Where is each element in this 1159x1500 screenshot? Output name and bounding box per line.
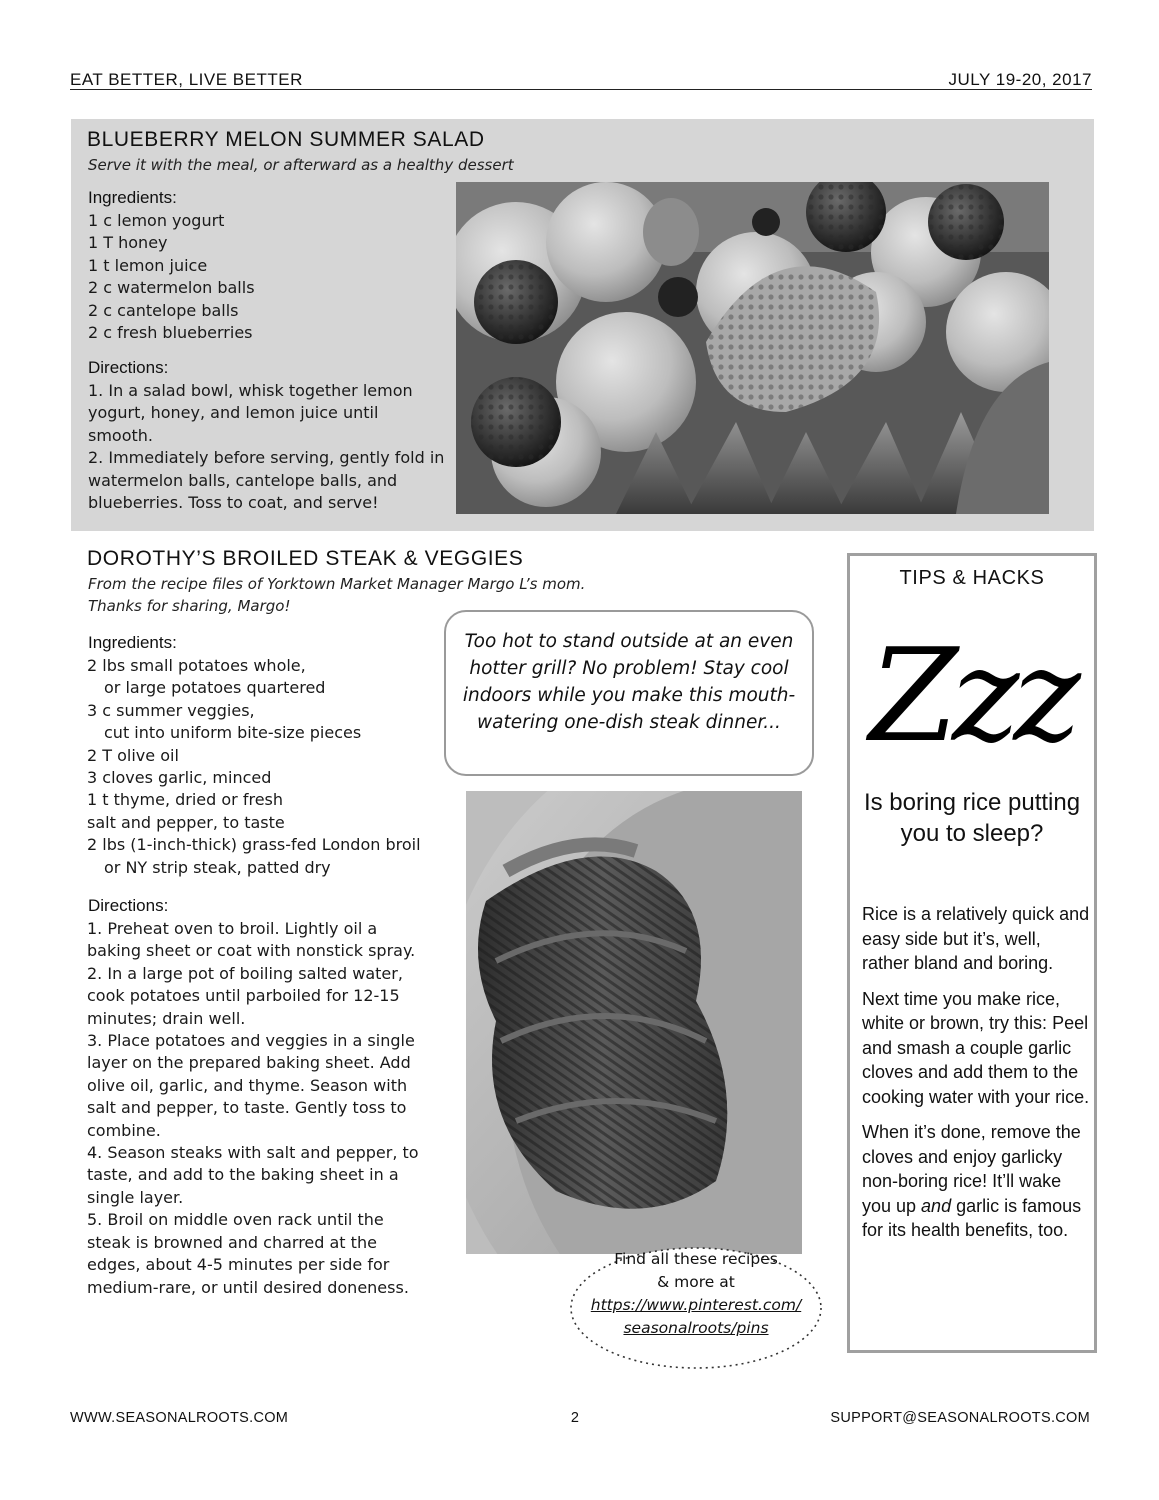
list-item: 1. In a salad bowl, whisk together lemon yogurt, honey, and lemon juice until smooth.	[88, 381, 413, 445]
list-item: 2 lbs small potatoes whole,	[87, 656, 306, 675]
header-left: EAT BETTER, LIVE BETTER	[70, 70, 303, 89]
steak-directions	[87, 918, 422, 1299]
list-item: 3. Place potatoes and veggies in a single layer on the prepared baking sheet. Add olive oil, garlic, and thyme. Season with salt and pepper, to taste. Gently toss to combine.	[87, 1031, 415, 1140]
page-number: 2	[570, 1410, 580, 1426]
list-item: 4. Season steaks with salt and pepper, to taste, and add to the baking sheet in a single layer.	[87, 1143, 419, 1207]
tips-title: TIPS & HACKS	[899, 567, 1045, 589]
salad-title: BLUEBERRY MELON SUMMER SALAD	[87, 128, 485, 151]
salad-directions-label: Directions:	[88, 358, 169, 377]
header-rule	[70, 89, 1092, 90]
list-item: or large potatoes quartered	[104, 678, 326, 698]
zzz-graphic	[849, 622, 1095, 752]
salad-directions	[88, 380, 448, 514]
list-item: 2 c fresh blueberries	[88, 323, 253, 343]
callout-text: Too hot to stand outside at an even hotter grill? No problem! Stay cool indoors while you make this mouth-watering one-dish steak dinner...	[462, 631, 796, 733]
salad-ingredients-label: Ingredients:	[88, 188, 177, 207]
list-item: 2. Immediately before serving, gently fold in watermelon balls, cantelope balls, and blueberries. Toss to coat, and serve!	[88, 448, 445, 513]
list-item: 2 c watermelon balls	[88, 278, 255, 298]
salad-photo	[456, 182, 1049, 514]
salad-ingredients-list	[88, 210, 448, 344]
header-date: JULY 19-20, 2017	[948, 70, 1092, 89]
steak-title: DOROTHY’S BROILED STEAK & VEGGIES	[87, 547, 524, 570]
list-item: 1 T honey	[88, 233, 168, 253]
pinterest-link[interactable]: https://www.pinterest.com/	[590, 1296, 802, 1314]
tips-headline: Is boring rice putting you to sleep?	[863, 789, 1081, 847]
callout-bubble	[444, 610, 814, 776]
tips-paragraph	[862, 1120, 1090, 1243]
list-item: 2. In a large pot of boiling salted water, cook potatoes until parboiled for 12-15 minutes; drain well.	[87, 963, 403, 1028]
steak-directions-label: Directions:	[88, 896, 169, 915]
salad-subtitle: Serve it with the meal, or afterward as a healthy dessert	[88, 156, 514, 174]
pinterest-callout	[578, 1248, 814, 1340]
list-item: 1 c lemon yogurt	[88, 211, 225, 230]
list-item: salt and pepper, to taste	[87, 812, 285, 832]
footer-website[interactable]: WWW.SEASONALROOTS.COM	[70, 1410, 289, 1426]
tips-p3-emphasis: and	[921, 1195, 952, 1216]
steak-subtitle-2: Thanks for sharing, Margo!	[88, 597, 291, 615]
pinterest-link-cont[interactable]: seasonalroots/pins	[623, 1319, 769, 1337]
footer-email[interactable]: SUPPORT@SEASONALROOTS.COM	[830, 1410, 1090, 1426]
tips-body	[862, 902, 1090, 1243]
list-item: or NY strip steak, patted dry	[104, 857, 331, 877]
list-item: 1 t thyme, dried or fresh	[87, 790, 284, 810]
list-item: 5. Broil on middle oven rack until the steak is browned and charred at the edges, about 4-5 minutes per side for medium-rare, or until desired doneness.	[87, 1210, 409, 1297]
tips-p3-start: When it’s done, remove the cloves and enjoy garlicky non-boring rice! It’ll wake you up	[862, 1122, 1081, 1216]
list-item: 3 c summer veggies,	[87, 700, 255, 720]
list-item: cut into uniform bite-size pieces	[104, 723, 362, 743]
list-item: 1. Preheat oven to broil. Lightly oil a baking sheet or coat with nonstick spray.	[87, 919, 416, 961]
tips-paragraph: Next time you make rice, white or brown, try this: Peel and smash a couple garlic cloves and add them to the cooking water with your rice.	[862, 988, 1090, 1107]
list-item: 2 T olive oil	[87, 745, 179, 765]
tips-p3-end: garlic is famous for its health benefits, too.	[862, 1195, 1082, 1240]
pinterest-lead: Find all these recipes & more at	[614, 1250, 778, 1291]
steak-subtitle-1: From the recipe files of Yorktown Market Manager Margo L’s mom.	[88, 575, 586, 593]
salad-photo-image	[456, 182, 1049, 514]
steak-ingredients-label: Ingredients:	[88, 633, 177, 652]
steak-ingredients-list	[87, 655, 457, 879]
zzz-text: Zzz	[869, 622, 1075, 752]
list-item: 2 lbs (1-inch-thick) grass-fed London broil	[87, 835, 421, 855]
tips-paragraph: Rice is a relatively quick and easy side but it’s, well, rather bland and boring.	[862, 904, 1090, 973]
steak-photo-image	[466, 791, 802, 1254]
steak-photo	[466, 791, 802, 1254]
list-item: 1 t lemon juice	[88, 255, 208, 275]
list-item: 3 cloves garlic, minced	[87, 768, 272, 788]
list-item: 2 c cantelope balls	[88, 300, 239, 320]
